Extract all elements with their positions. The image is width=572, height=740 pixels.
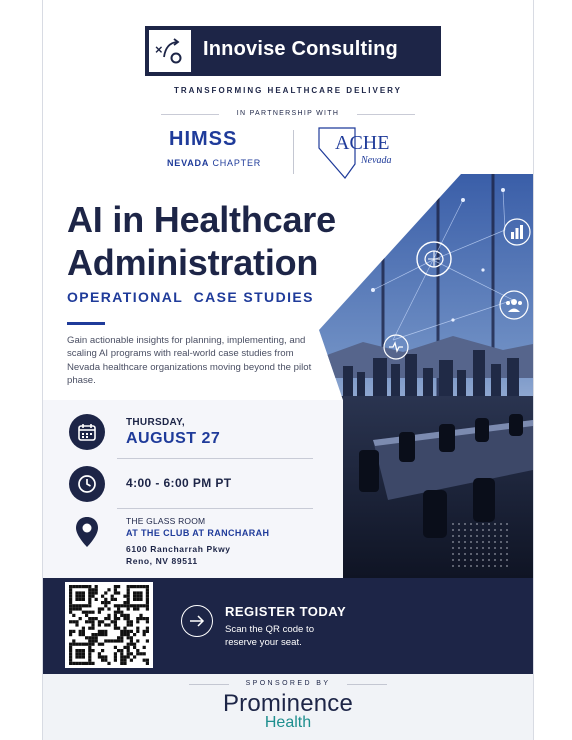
himss-chapter-state: NEVADA	[167, 158, 210, 168]
brand-logo	[145, 26, 441, 76]
people-icon	[499, 290, 529, 320]
partnership-label: IN PARTNERSHIP WITH	[236, 110, 340, 117]
event-day: THURSDAY,	[126, 417, 186, 428]
register-instructions-line-2: reserve your seat.	[225, 637, 302, 648]
address-street: 6100 Rancharrah Pkwy	[126, 544, 231, 554]
sponsor-name: Prominence	[222, 690, 354, 717]
divider	[347, 684, 387, 685]
partner-divider	[293, 130, 294, 174]
divider	[117, 458, 313, 459]
accent-bar	[67, 322, 105, 325]
brand-tagline: TRANSFORMING HEALTHCARE DELIVERY	[174, 86, 402, 95]
brand-name: Innovise Consulting	[203, 38, 398, 60]
event-description: Gain actionable insights for planning, implementing, and scaling AI programs with real-world case studies from Nevada healthcare organizations moving beyond the pilot phase.	[67, 335, 312, 387]
himss-chapter	[167, 158, 261, 168]
event-title-line-1: AI in Healthcare	[67, 199, 336, 240]
venue-location: AT THE CLUB AT RANCHARAH	[126, 528, 270, 538]
address-city: Reno, NV 89511	[126, 556, 198, 566]
divider	[357, 114, 415, 115]
himss-logo-text: HIMSS	[169, 128, 238, 150]
register-title: REGISTER TODAY	[225, 604, 347, 619]
registration-qr-code[interactable]	[65, 582, 153, 668]
event-date: AUGUST 27	[126, 430, 221, 447]
venue-name: THE GLASS ROOM	[126, 516, 206, 526]
register-instructions-line-1: Scan the QR code to	[225, 624, 315, 635]
sponsor-subname: Health	[264, 714, 312, 731]
ache-logo-text: ACHE	[335, 132, 390, 154]
location-pin-icon	[69, 514, 105, 550]
flyer-frame	[42, 0, 534, 740]
arrow-right-icon	[181, 605, 213, 637]
heart-pulse-icon	[383, 334, 409, 360]
brain-circuit-icon	[415, 240, 453, 278]
sponsored-by-label: SPONSORED BY	[245, 680, 331, 687]
event-title-line-2: Administration	[67, 242, 319, 283]
event-time: 4:00 - 6:00 PM PT	[126, 476, 232, 490]
bar-chart-icon	[503, 218, 531, 246]
event-title	[67, 198, 336, 284]
ache-chapter: Nevada	[361, 155, 392, 166]
event-subtitle: OPERATIONAL CASE STUDIES	[67, 289, 314, 305]
strategy-play-icon	[149, 30, 191, 72]
calendar-icon	[69, 414, 105, 450]
divider	[117, 508, 313, 509]
clock-icon	[69, 466, 105, 502]
himss-chapter-suffix: CHAPTER	[209, 158, 262, 168]
svg-text:×: ×	[155, 42, 163, 57]
